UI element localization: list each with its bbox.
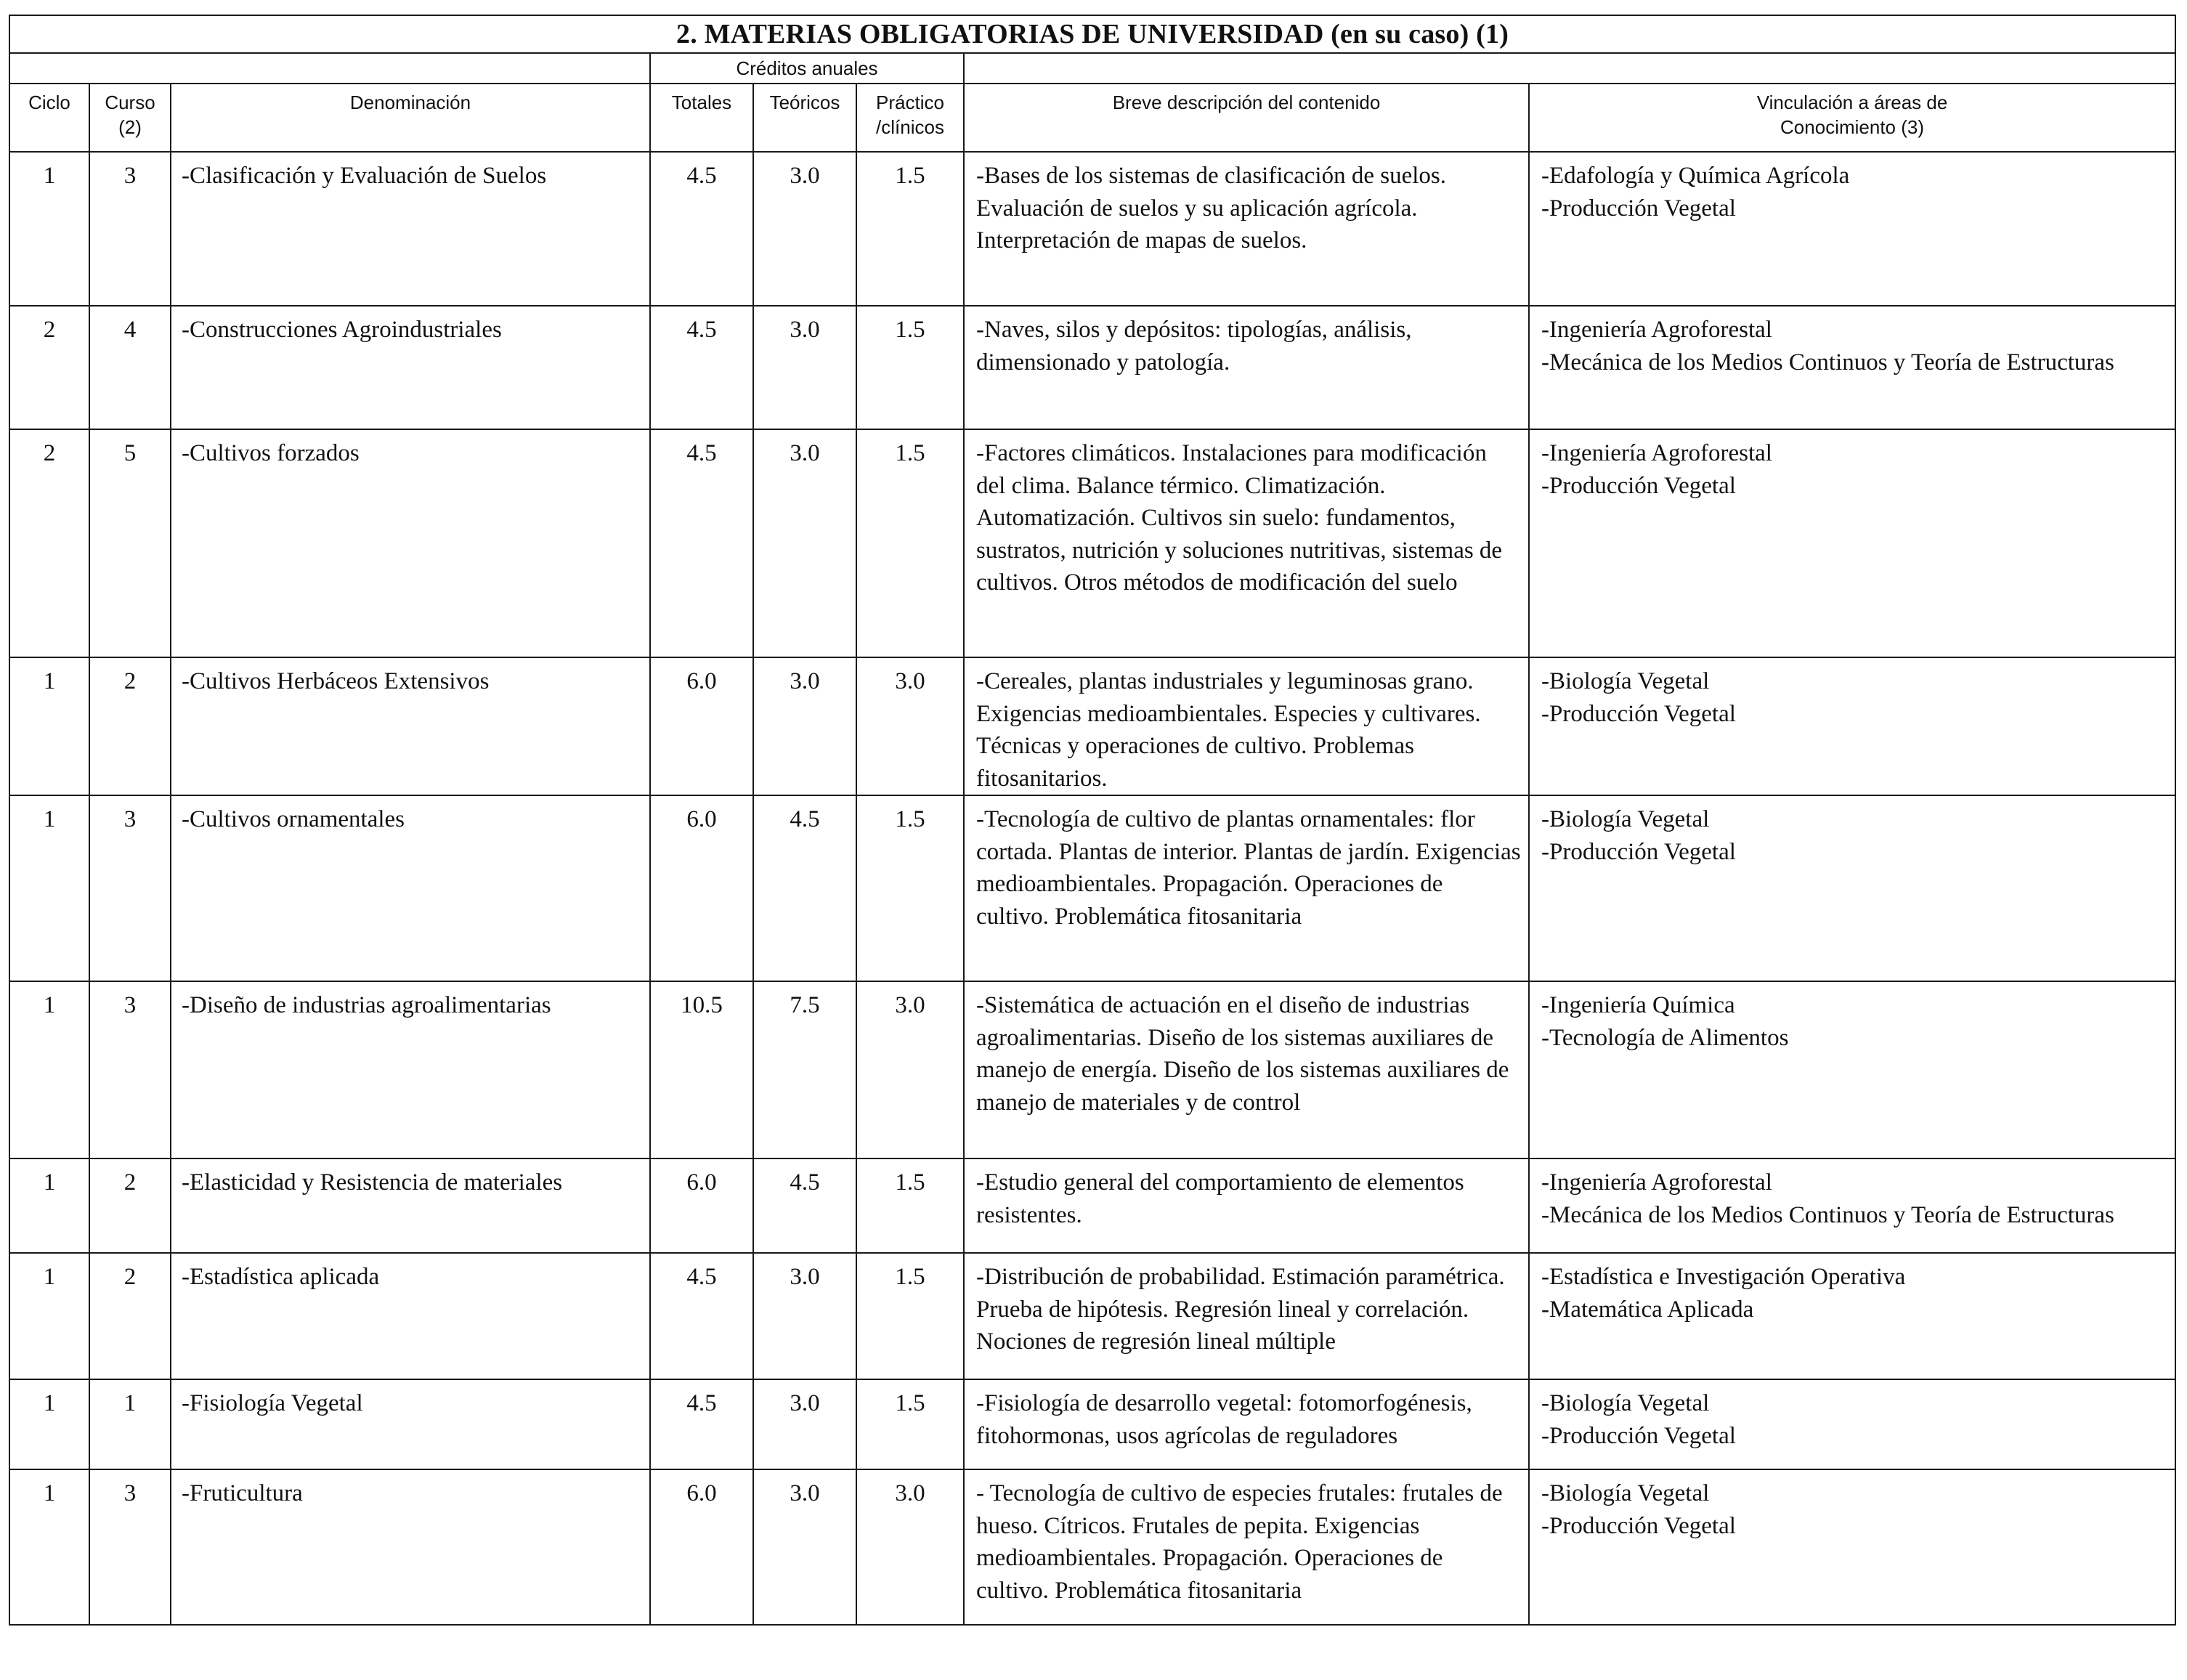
cell-ciclo: 1 xyxy=(9,795,89,981)
cell-practicos: 1.5 xyxy=(856,152,964,306)
cell-curso: 3 xyxy=(89,981,171,1158)
cell-curso: 2 xyxy=(89,657,171,795)
cell-ciclo: 1 xyxy=(9,1158,89,1253)
cell-totales: 4.5 xyxy=(650,429,753,657)
cell-teoricos: 4.5 xyxy=(753,795,856,981)
table-row xyxy=(9,795,2175,981)
header-spacer-left xyxy=(9,53,650,84)
cell-totales: 6.0 xyxy=(650,1158,753,1253)
table-row xyxy=(9,1469,2175,1625)
cell-denominacion: -Cultivos Herbáceos Extensivos xyxy=(171,657,650,795)
cell-totales: 4.5 xyxy=(650,1379,753,1469)
header-vinculacion: Vinculación a áreas de Conocimiento (3) xyxy=(1529,84,2175,152)
cell-totales: 6.0 xyxy=(650,795,753,981)
cell-descripcion: -Fisiología de desarrollo vegetal: fotomorfogénesis, fitohormonas, usos agrícolas de reguladores xyxy=(964,1379,1529,1469)
table-title: 2. MATERIAS OBLIGATORIAS DE UNIVERSIDAD (en su caso) (1) xyxy=(9,15,2175,53)
cell-curso: 3 xyxy=(89,152,171,306)
cell-teoricos: 7.5 xyxy=(753,981,856,1158)
header-curso: Curso (2) xyxy=(89,84,171,152)
cell-totales: 4.5 xyxy=(650,152,753,306)
table-row xyxy=(9,1158,2175,1253)
cell-curso: 5 xyxy=(89,429,171,657)
table-row xyxy=(9,657,2175,795)
cell-ciclo: 1 xyxy=(9,152,89,306)
cell-totales: 6.0 xyxy=(650,1469,753,1625)
cell-descripcion: -Distribución de probabilidad. Estimación paramétrica. Prueba de hipótesis. Regresión lineal y correlación. Nociones de regresión lineal múltiple xyxy=(964,1253,1529,1379)
header-denominacion: Denominación xyxy=(171,84,650,152)
cell-practicos: 1.5 xyxy=(856,795,964,981)
cell-ciclo: 1 xyxy=(9,1469,89,1625)
cell-totales: 10.5 xyxy=(650,981,753,1158)
cell-totales: 4.5 xyxy=(650,306,753,429)
cell-descripcion: -Factores climáticos. Instalaciones para modificación del clima. Balance térmico. Climatización. Automatización. Cultivos sin suelo: fundamentos, sustratos, nutrición y soluciones nutritivas, sistemas de cultivos. Otros métodos de modificación del suelo xyxy=(964,429,1529,657)
cell-descripcion: -Sistemática de actuación en el diseño de industrias agroalimentarias. Diseño de los sistemas auxiliares de manejo de energía. Diseño de los sistemas auxiliares de manejo de materiales y de control xyxy=(964,981,1529,1158)
cell-areas: -Ingeniería Agroforestal -Mecánica de los Medios Continuos y Teoría de Estructuras xyxy=(1529,306,2175,429)
cell-curso: 2 xyxy=(89,1253,171,1379)
cell-practicos: 1.5 xyxy=(856,306,964,429)
header-practicos: Práctico /clínicos xyxy=(856,84,964,152)
cell-denominacion: -Clasificación y Evaluación de Suelos xyxy=(171,152,650,306)
header-totales: Totales xyxy=(650,84,753,152)
cell-denominacion: -Construcciones Agroindustriales xyxy=(171,306,650,429)
cell-areas: -Ingeniería Agroforestal -Mecánica de los Medios Continuos y Teoría de Estructuras xyxy=(1529,1158,2175,1253)
cell-teoricos: 3.0 xyxy=(753,1253,856,1379)
cell-teoricos: 3.0 xyxy=(753,1379,856,1469)
cell-descripcion: -Tecnología de cultivo de plantas ornamentales: flor cortada. Plantas de interior. Plantas de jardín. Exigencias medioambientales. Propagación. Operaciones de cultivo. Problemática fitosanitaria xyxy=(964,795,1529,981)
cell-areas: -Biología Vegetal -Producción Vegetal xyxy=(1529,1469,2175,1625)
cell-areas: -Biología Vegetal -Producción Vegetal xyxy=(1529,1379,2175,1469)
cell-ciclo: 1 xyxy=(9,1253,89,1379)
cell-ciclo: 1 xyxy=(9,981,89,1158)
cell-curso: 3 xyxy=(89,1469,171,1625)
cell-descripcion: -Estudio general del comportamiento de elementos resistentes. xyxy=(964,1158,1529,1253)
cell-areas: -Edafología y Química Agrícola -Producción Vegetal xyxy=(1529,152,2175,306)
cell-teoricos: 3.0 xyxy=(753,657,856,795)
cell-areas: -Ingeniería Agroforestal -Producción Vegetal xyxy=(1529,429,2175,657)
cell-ciclo: 1 xyxy=(9,657,89,795)
header-ciclo: Ciclo xyxy=(9,84,89,152)
cell-descripcion: -Naves, silos y depósitos: tipologías, análisis, dimensionado y patología. xyxy=(964,306,1529,429)
cell-practicos: 1.5 xyxy=(856,1158,964,1253)
cell-practicos: 1.5 xyxy=(856,1379,964,1469)
cell-teoricos: 3.0 xyxy=(753,152,856,306)
cell-denominacion: -Cultivos forzados xyxy=(171,429,650,657)
cell-practicos: 1.5 xyxy=(856,1253,964,1379)
cell-areas: -Biología Vegetal -Producción Vegetal xyxy=(1529,795,2175,981)
table-row xyxy=(9,981,2175,1158)
subjects-table xyxy=(9,15,2176,1626)
cell-curso: 4 xyxy=(89,306,171,429)
cell-curso: 2 xyxy=(89,1158,171,1253)
cell-curso: 1 xyxy=(89,1379,171,1469)
cell-practicos: 3.0 xyxy=(856,1469,964,1625)
cell-ciclo: 2 xyxy=(9,429,89,657)
cell-denominacion: -Cultivos ornamentales xyxy=(171,795,650,981)
cell-denominacion: -Estadística aplicada xyxy=(171,1253,650,1379)
header-teoricos: Teóricos xyxy=(753,84,856,152)
cell-areas: -Ingeniería Química -Tecnología de Alimentos xyxy=(1529,981,2175,1158)
table-row xyxy=(9,1253,2175,1379)
cell-descripcion: -Bases de los sistemas de clasificación de suelos. Evaluación de suelos y su aplicación agrícola. Interpretación de mapas de suelos. xyxy=(964,152,1529,306)
credits-group-header: Créditos anuales xyxy=(650,53,964,84)
cell-totales: 4.5 xyxy=(650,1253,753,1379)
cell-curso: 3 xyxy=(89,795,171,981)
cell-ciclo: 2 xyxy=(9,306,89,429)
cell-practicos: 3.0 xyxy=(856,657,964,795)
cell-denominacion: -Fruticultura xyxy=(171,1469,650,1625)
cell-descripcion: - Tecnología de cultivo de especies frutales: frutales de hueso. Cítricos. Frutales de pepita. Exigencias medioambientales. Propagación. Operaciones de cultivo. Problemática fitosanitaria xyxy=(964,1469,1529,1625)
cell-totales: 6.0 xyxy=(650,657,753,795)
header-descripcion: Breve descripción del contenido xyxy=(964,84,1529,152)
cell-areas: -Biología Vegetal -Producción Vegetal xyxy=(1529,657,2175,795)
cell-denominacion: -Elasticidad y Resistencia de materiales xyxy=(171,1158,650,1253)
header-spacer-right xyxy=(964,53,2175,84)
cell-denominacion: -Fisiología Vegetal xyxy=(171,1379,650,1469)
cell-denominacion: -Diseño de industrias agroalimentarias xyxy=(171,981,650,1158)
cell-teoricos: 3.0 xyxy=(753,429,856,657)
table-row xyxy=(9,429,2175,657)
cell-teoricos: 4.5 xyxy=(753,1158,856,1253)
cell-areas: -Estadística e Investigación Operativa -Matemática Aplicada xyxy=(1529,1253,2175,1379)
cell-practicos: 1.5 xyxy=(856,429,964,657)
cell-teoricos: 3.0 xyxy=(753,306,856,429)
cell-practicos: 3.0 xyxy=(856,981,964,1158)
cell-descripcion: -Cereales, plantas industriales y leguminosas grano. Exigencias medioambientales. Especies y cultivares. Técnicas y operaciones de cultivo. Problemas fitosanitarios. xyxy=(964,657,1529,795)
cell-teoricos: 3.0 xyxy=(753,1469,856,1625)
table-row xyxy=(9,1379,2175,1469)
table-row xyxy=(9,306,2175,429)
cell-ciclo: 1 xyxy=(9,1379,89,1469)
table-row xyxy=(9,152,2175,306)
